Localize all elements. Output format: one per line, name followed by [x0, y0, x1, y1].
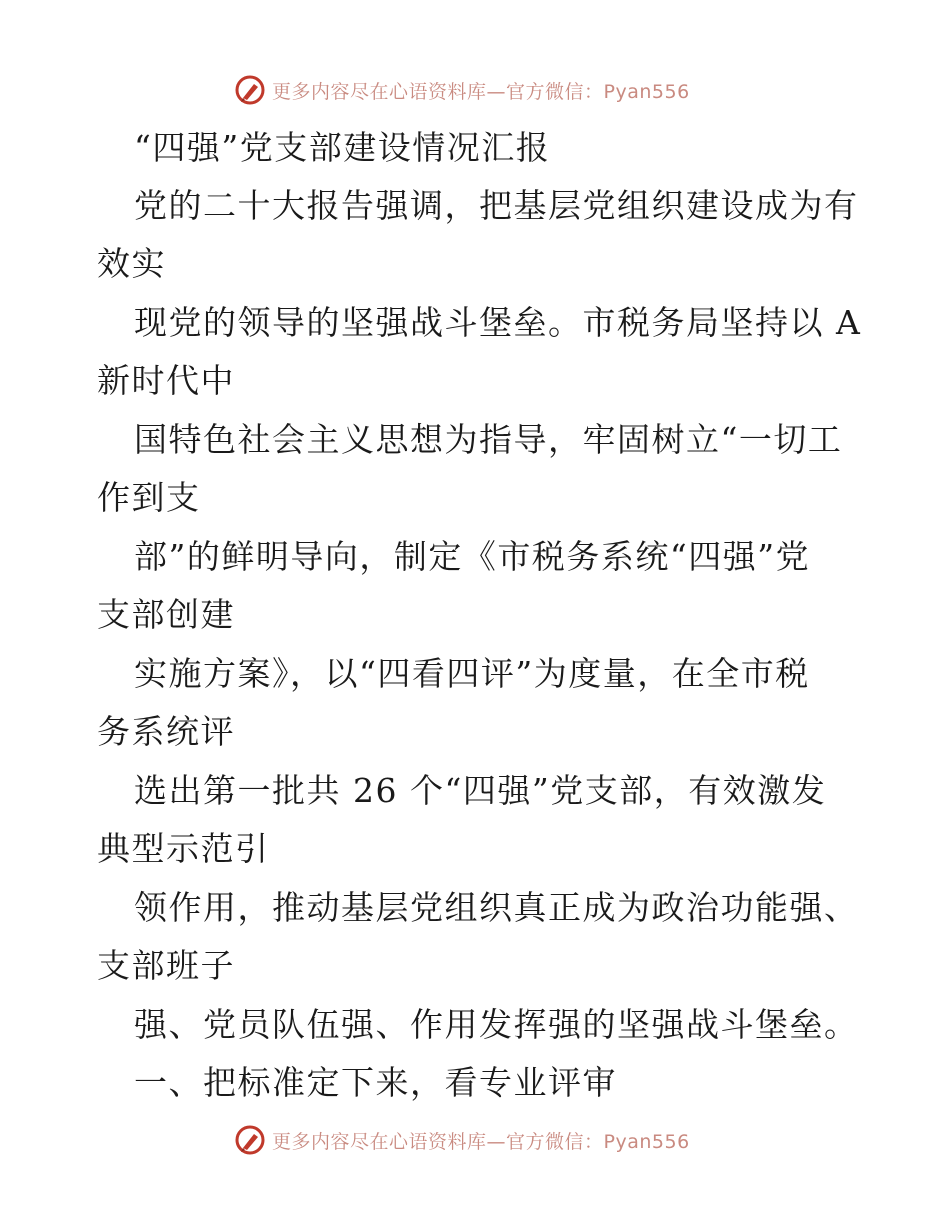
body-line: 支部班子	[97, 946, 235, 985]
body-line: 作到支	[97, 478, 201, 517]
body-line: 现党的领导的坚强战斗堡垒。市税务局坚持以 A	[134, 303, 862, 342]
body-line: 新时代中	[97, 361, 235, 400]
body-line: 效实	[97, 244, 166, 283]
pen-logo-icon	[234, 74, 266, 106]
body-line: 务系统评	[97, 712, 235, 751]
body-line: 选出第一批共 26 个“四强”党支部，有效激发	[134, 771, 827, 810]
body-line: 支部创建	[97, 595, 235, 634]
footer-watermark	[234, 1122, 690, 1158]
section-heading: 一、把标准定下来，看专业评审	[134, 1063, 617, 1102]
watermark-text: 更多内容尽在心语资料库—官方微信：Pyan556	[272, 80, 690, 103]
body-line: 典型示范引	[97, 829, 270, 868]
body-line: 部”的鲜明导向，制定《市税务系统“四强”党	[134, 537, 811, 576]
body-line: 强、党员队伍强、作用发挥强的坚强战斗堡垒。	[134, 1005, 859, 1044]
body-line: 国特色社会主义思想为指导，牢固树立“一切工	[134, 420, 843, 459]
watermark-text: 更多内容尽在心语资料库—官方微信：Pyan556	[272, 1130, 690, 1153]
document-title: “四强”党支部建设情况汇报	[134, 128, 551, 167]
body-line: 实施方案》，以“四看四评”为度量，在全市税	[134, 654, 810, 693]
body-line: 党的二十大报告强调，把基层党组织建设成为有	[134, 186, 859, 225]
body-line: 领作用，推动基层党组织真正成为政治功能强、	[134, 888, 859, 927]
pen-logo-icon	[234, 1124, 266, 1156]
header-watermark	[234, 72, 690, 108]
